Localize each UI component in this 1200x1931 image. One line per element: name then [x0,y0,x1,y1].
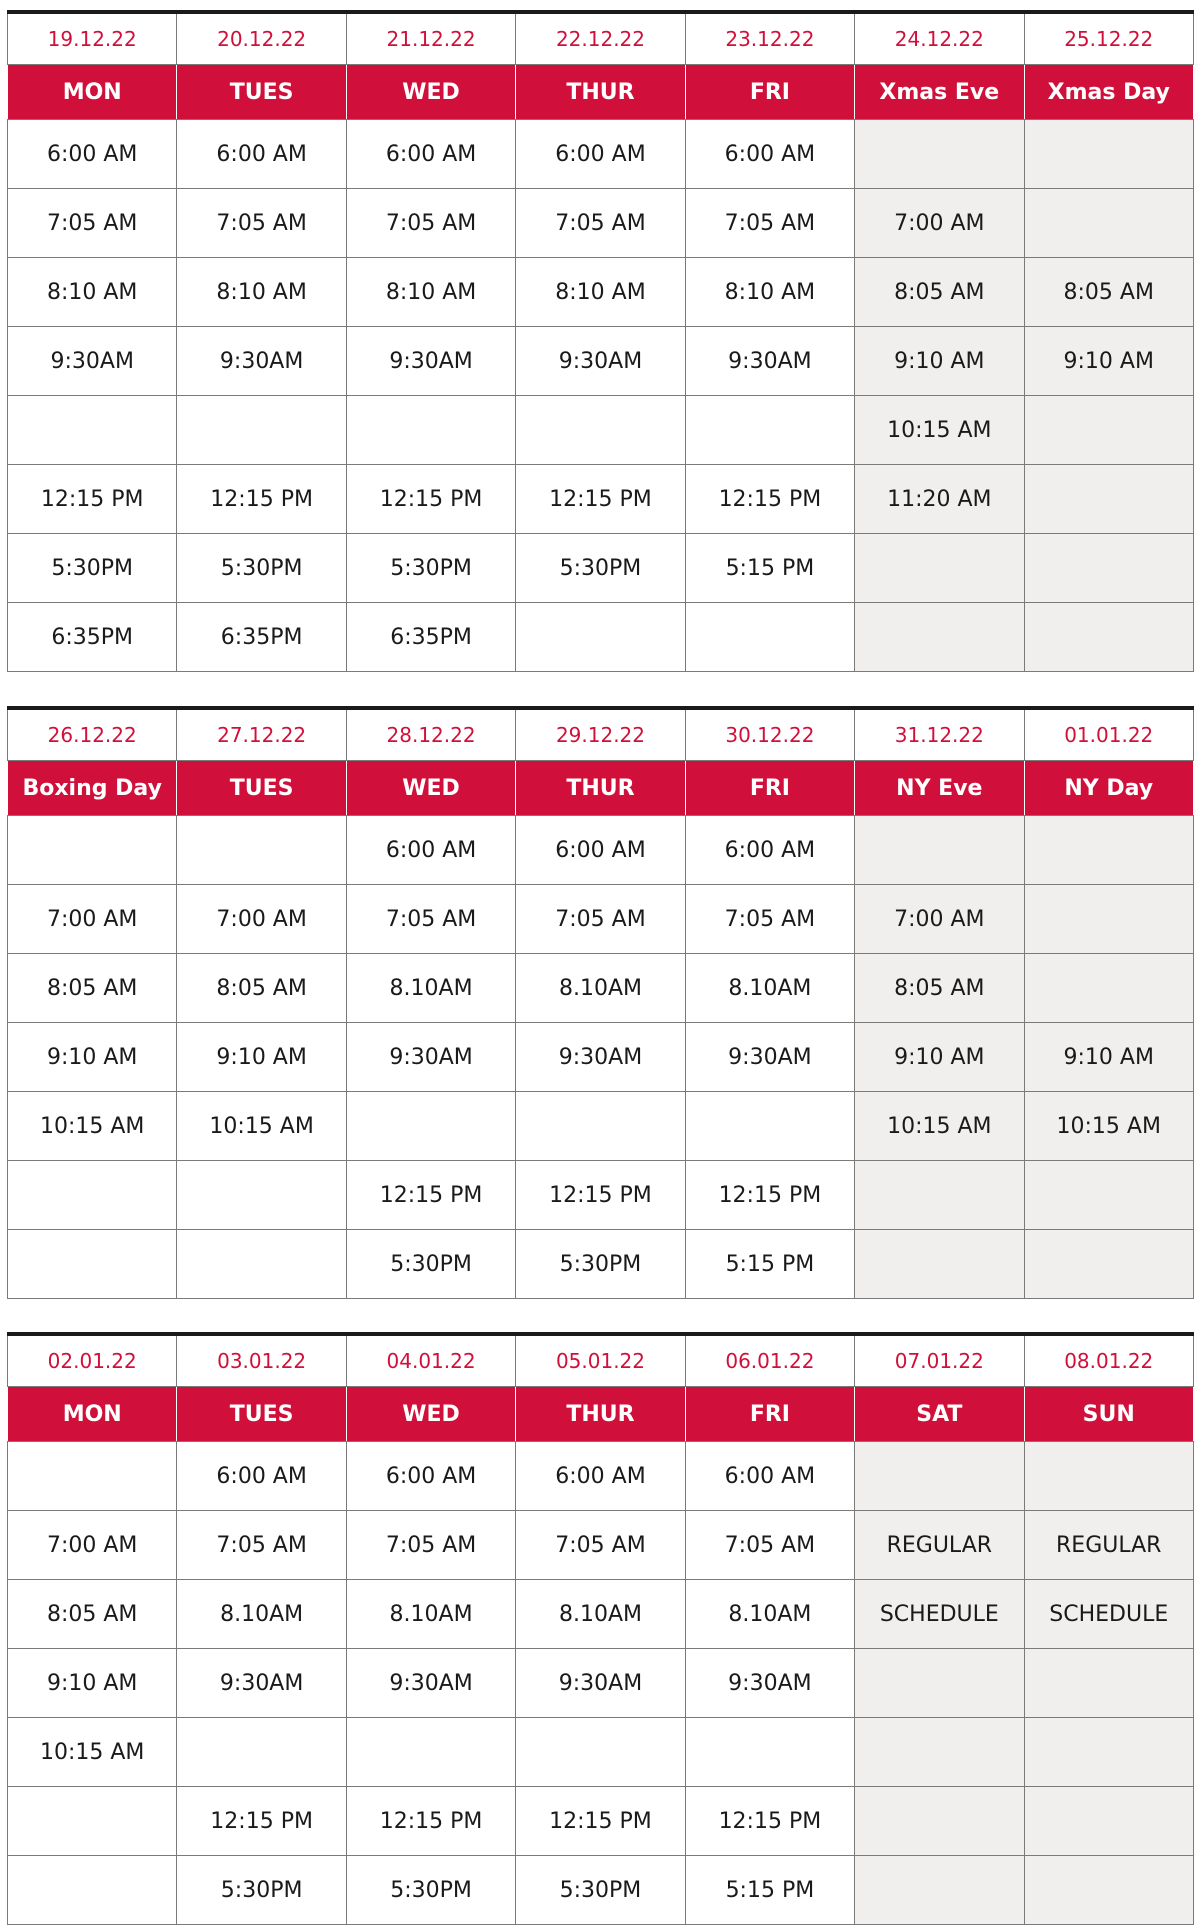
time-cell [855,603,1024,672]
time-cell [1024,1787,1193,1856]
date-header-cell: 29.12.22 [516,708,685,761]
table-row [8,189,1194,258]
time-cell: 9:10 AM [1024,1023,1193,1092]
time-cell: 5:30PM [177,534,346,603]
time-cell [8,1161,177,1230]
time-cell [1024,534,1193,603]
time-cell: 6:00 AM [177,120,346,189]
time-cell [8,1442,177,1511]
time-cell: 6:35PM [346,603,515,672]
time-cell [1024,1649,1193,1718]
time-cell: 6:00 AM [516,816,685,885]
time-cell [346,1092,515,1161]
table-row [8,1442,1194,1511]
time-cell: 6:00 AM [685,1442,854,1511]
date-header-cell: 30.12.22 [685,708,854,761]
time-cell [177,1718,346,1787]
time-cell: 6:00 AM [516,120,685,189]
date-header-cell: 24.12.22 [855,12,1024,65]
time-cell: SCHEDULE [855,1580,1024,1649]
time-cell: 12:15 PM [685,1161,854,1230]
time-cell [1024,816,1193,885]
time-cell: 8:05 AM [8,1580,177,1649]
time-cell: 7:00 AM [855,885,1024,954]
time-cell [1024,954,1193,1023]
time-cell: 9:30AM [177,327,346,396]
time-cell: 6:00 AM [346,1442,515,1511]
time-cell: 8.10AM [346,954,515,1023]
time-cell: 10:15 AM [8,1718,177,1787]
time-cell [685,1718,854,1787]
time-cell: 8.10AM [177,1580,346,1649]
time-cell [1024,189,1193,258]
time-cell: 8.10AM [346,1580,515,1649]
time-cell [8,1856,177,1925]
day-header-cell: Xmas Day [1024,65,1193,120]
time-cell: 8.10AM [685,954,854,1023]
time-cell: 6:00 AM [8,120,177,189]
time-cell: 9:30AM [346,1023,515,1092]
time-cell: 9:30AM [8,327,177,396]
time-cell: 6:00 AM [346,816,515,885]
time-cell: 6:00 AM [685,816,854,885]
time-cell [8,816,177,885]
time-cell [685,1092,854,1161]
day-header-row [8,65,1194,120]
schedule-table-week-1 [7,10,1194,672]
time-cell: 9:10 AM [1024,327,1193,396]
time-cell: 5:15 PM [685,1230,854,1299]
time-cell: 5:15 PM [685,534,854,603]
table-row [8,1230,1194,1299]
day-header-cell: THUR [516,761,685,816]
time-cell [516,396,685,465]
table-row [8,1787,1194,1856]
time-cell: 9:30AM [516,1023,685,1092]
time-cell: 7:05 AM [685,885,854,954]
time-cell [177,396,346,465]
time-cell: 10:15 AM [855,1092,1024,1161]
time-cell: 6:35PM [177,603,346,672]
day-header-cell: Boxing Day [8,761,177,816]
time-cell: 7:05 AM [8,189,177,258]
time-cell: 7:00 AM [177,885,346,954]
schedule-table-week-2 [7,706,1194,1299]
table-row [8,954,1194,1023]
time-cell: 12:15 PM [516,465,685,534]
date-header-cell: 07.01.22 [855,1334,1024,1387]
table-row [8,816,1194,885]
day-header-cell: Xmas Eve [855,65,1024,120]
time-cell: 8:10 AM [685,258,854,327]
time-cell: 8:10 AM [177,258,346,327]
date-header-cell: 28.12.22 [346,708,515,761]
date-header-cell: 08.01.22 [1024,1334,1193,1387]
date-header-cell: 01.01.22 [1024,708,1193,761]
day-header-cell: FRI [685,761,854,816]
date-header-cell: 23.12.22 [685,12,854,65]
time-cell: 11:20 AM [855,465,1024,534]
time-cell [855,1649,1024,1718]
time-cell: REGULAR [855,1511,1024,1580]
time-cell: 12:15 PM [685,465,854,534]
time-cell: 7:05 AM [346,189,515,258]
table-row [8,1718,1194,1787]
day-header-row [8,1387,1194,1442]
day-header-cell: WED [346,761,515,816]
time-cell: 12:15 PM [346,1161,515,1230]
table-row [8,1161,1194,1230]
date-header-cell: 27.12.22 [177,708,346,761]
time-cell: 9:30AM [516,327,685,396]
time-cell: 10:15 AM [177,1092,346,1161]
time-cell: 8:10 AM [516,258,685,327]
table-row [8,258,1194,327]
day-header-cell: MON [8,65,177,120]
time-cell [8,396,177,465]
day-header-cell: MON [8,1387,177,1442]
time-cell: 9:30AM [177,1649,346,1718]
time-cell: 8:10 AM [346,258,515,327]
time-cell: SCHEDULE [1024,1580,1193,1649]
time-cell: 7:05 AM [516,1511,685,1580]
time-cell: 5:15 PM [685,1856,854,1925]
time-cell [516,1718,685,1787]
time-cell: 5:30PM [516,1230,685,1299]
time-cell: 8:05 AM [8,954,177,1023]
time-cell [1024,1718,1193,1787]
date-header-cell: 06.01.22 [685,1334,854,1387]
time-cell: 6:00 AM [685,120,854,189]
table-row [8,1511,1194,1580]
time-cell [855,1161,1024,1230]
time-cell: 8:05 AM [855,258,1024,327]
time-cell: 5:30PM [346,1230,515,1299]
time-cell: 7:05 AM [516,885,685,954]
day-header-cell: TUES [177,761,346,816]
time-cell [1024,465,1193,534]
date-header-cell: 04.01.22 [346,1334,515,1387]
table-row [8,534,1194,603]
time-cell: 10:15 AM [8,1092,177,1161]
time-cell: 7:00 AM [8,885,177,954]
date-header-cell: 21.12.22 [346,12,515,65]
time-cell: 10:15 AM [855,396,1024,465]
date-header-row [8,12,1194,65]
time-cell: 7:05 AM [177,189,346,258]
table-row [8,465,1194,534]
time-cell: 6:35PM [8,603,177,672]
day-header-cell: SUN [1024,1387,1193,1442]
time-cell: 7:05 AM [177,1511,346,1580]
time-cell: 9:30AM [346,1649,515,1718]
date-header-row [8,1334,1194,1387]
time-cell [516,603,685,672]
time-cell [855,1787,1024,1856]
day-header-cell: THUR [516,1387,685,1442]
time-cell: 9:10 AM [177,1023,346,1092]
date-header-cell: 25.12.22 [1024,12,1193,65]
time-cell [855,1230,1024,1299]
table-row [8,120,1194,189]
time-cell: 7:05 AM [346,885,515,954]
time-cell: 9:30AM [516,1649,685,1718]
date-header-cell: 22.12.22 [516,12,685,65]
time-cell: 7:05 AM [685,1511,854,1580]
time-cell: 12:15 PM [177,1787,346,1856]
time-cell [1024,396,1193,465]
time-cell: 12:15 PM [177,465,346,534]
time-cell [1024,1230,1193,1299]
time-cell: 5:30PM [516,1856,685,1925]
date-header-cell: 20.12.22 [177,12,346,65]
time-cell: 7:05 AM [685,189,854,258]
time-cell: 6:00 AM [516,1442,685,1511]
time-cell: 9:10 AM [855,1023,1024,1092]
date-header-row [8,708,1194,761]
table-row [8,1092,1194,1161]
time-cell: 5:30PM [516,534,685,603]
time-cell: 8:05 AM [855,954,1024,1023]
day-header-cell: SAT [855,1387,1024,1442]
day-header-cell: FRI [685,1387,854,1442]
time-cell: 10:15 AM [1024,1092,1193,1161]
day-header-cell: WED [346,1387,515,1442]
time-cell [346,1718,515,1787]
time-cell: 12:15 PM [516,1787,685,1856]
time-cell [685,396,854,465]
time-cell: 8.10AM [516,954,685,1023]
day-header-cell: WED [346,65,515,120]
day-header-cell: NY Eve [855,761,1024,816]
time-cell [855,120,1024,189]
schedule-table-week-3 [7,1332,1194,1925]
time-cell: 5:30PM [346,1856,515,1925]
date-header-cell: 26.12.22 [8,708,177,761]
day-header-cell: FRI [685,65,854,120]
table-row [8,885,1194,954]
day-header-row [8,761,1194,816]
time-cell: 6:00 AM [346,120,515,189]
table-row [8,327,1194,396]
time-cell [8,1230,177,1299]
time-cell [1024,1161,1193,1230]
time-cell: 5:30PM [177,1856,346,1925]
time-cell [1024,1856,1193,1925]
time-cell: 8.10AM [516,1580,685,1649]
time-cell: 7:00 AM [8,1511,177,1580]
time-cell: 8:05 AM [1024,258,1193,327]
time-cell: 9:30AM [346,327,515,396]
date-header-cell: 19.12.22 [8,12,177,65]
time-cell [1024,603,1193,672]
table-row [8,603,1194,672]
time-cell [855,1718,1024,1787]
time-cell: REGULAR [1024,1511,1193,1580]
time-cell [855,1442,1024,1511]
time-cell [516,1092,685,1161]
time-cell: 12:15 PM [8,465,177,534]
time-cell: 7:05 AM [346,1511,515,1580]
time-cell: 7:05 AM [516,189,685,258]
time-cell: 9:10 AM [8,1023,177,1092]
table-row [8,1856,1194,1925]
time-cell: 12:15 PM [346,465,515,534]
date-header-cell: 31.12.22 [855,708,1024,761]
time-cell [1024,1442,1193,1511]
day-header-cell: NY Day [1024,761,1193,816]
time-cell: 8.10AM [685,1580,854,1649]
time-cell: 12:15 PM [685,1787,854,1856]
table-row [8,1649,1194,1718]
time-cell: 9:30AM [685,1023,854,1092]
time-cell [177,816,346,885]
time-cell [177,1230,346,1299]
time-cell [685,603,854,672]
date-header-cell: 03.01.22 [177,1334,346,1387]
time-cell [1024,885,1193,954]
day-header-cell: TUES [177,65,346,120]
table-row [8,1580,1194,1649]
time-cell: 8:10 AM [8,258,177,327]
time-cell: 12:15 PM [516,1161,685,1230]
date-header-cell: 02.01.22 [8,1334,177,1387]
time-cell: 9:10 AM [8,1649,177,1718]
time-cell [177,1161,346,1230]
time-cell: 6:00 AM [177,1442,346,1511]
time-cell: 5:30PM [8,534,177,603]
time-cell [8,1787,177,1856]
day-header-cell: TUES [177,1387,346,1442]
time-cell: 12:15 PM [346,1787,515,1856]
time-cell [855,534,1024,603]
time-cell: 9:30AM [685,327,854,396]
time-cell: 9:30AM [685,1649,854,1718]
time-cell [855,816,1024,885]
table-row [8,396,1194,465]
date-header-cell: 05.01.22 [516,1334,685,1387]
day-header-cell: THUR [516,65,685,120]
time-cell [855,1856,1024,1925]
time-cell: 8:05 AM [177,954,346,1023]
time-cell: 7:00 AM [855,189,1024,258]
table-row [8,1023,1194,1092]
time-cell: 9:10 AM [855,327,1024,396]
time-cell [1024,120,1193,189]
time-cell: 5:30PM [346,534,515,603]
time-cell [346,396,515,465]
